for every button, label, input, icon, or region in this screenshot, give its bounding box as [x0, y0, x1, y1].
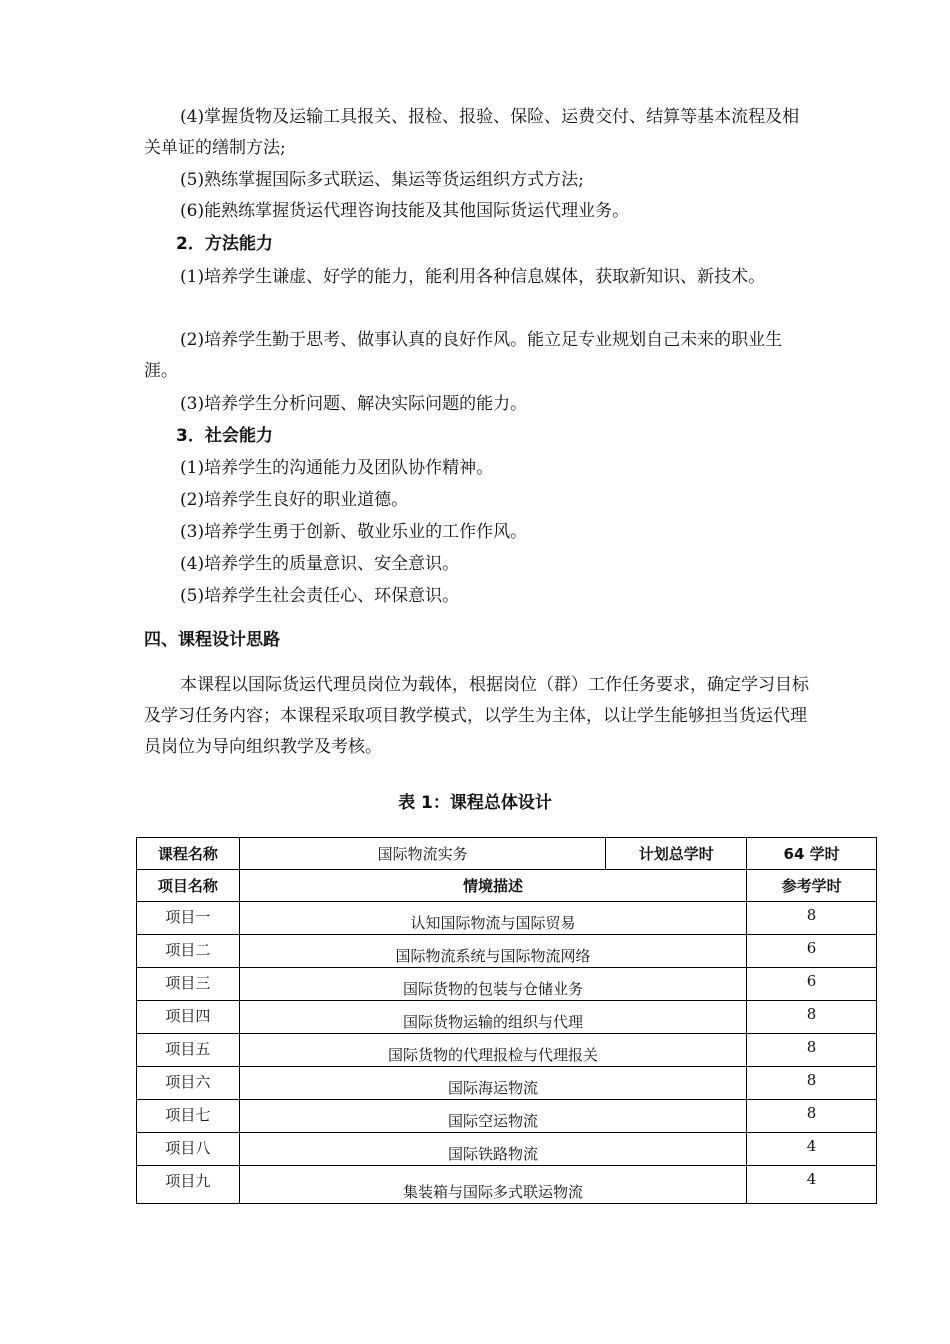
project-hours: 8	[747, 1067, 877, 1100]
course-design-text: 本课程以国际货运代理员岗位为载体，根据岗位（群）工作任务要求，确定学习目标及学习任务内容；本课程采取项目教学模式，以学生为主体，以让学生能够担当货运代理员岗位为导向组织教学及考核。	[144, 675, 809, 757]
project-description: 国际货物的包装与仓储业务	[239, 968, 746, 1001]
project-hours: 4	[747, 1166, 877, 1204]
table-row	[137, 838, 877, 870]
project-description: 国际货物的代理报检与代理报关	[239, 1034, 746, 1067]
course-design-table	[136, 837, 877, 1204]
social-1: (1)培养学生的沟通能力及团队协作精神。	[180, 458, 494, 478]
project-hours: 8	[747, 1001, 877, 1034]
project-description: 国际铁路物流	[239, 1133, 746, 1166]
project-name: 项目七	[137, 1100, 240, 1133]
project-description: 国际货物运输的组织与代理	[239, 1001, 746, 1034]
method-1: (1)培养学生谦虚、好学的能力，能利用各种信息媒体，获取新知识、新技术。	[180, 267, 766, 287]
heading-method-ability: 2．方法能力	[176, 234, 273, 254]
table-row	[137, 902, 877, 935]
course-name-label: 课程名称	[137, 838, 240, 870]
project-description: 国际空运物流	[239, 1100, 746, 1133]
project-name: 项目二	[137, 935, 240, 968]
table-row	[137, 1100, 877, 1133]
table-row	[137, 1034, 877, 1067]
project-description: 国际海运物流	[239, 1067, 746, 1100]
course-name-value: 国际物流实务	[239, 838, 605, 870]
objective-4: (4)掌握货物及运输工具报关、报检、报验、保险、运费交付、结算等基本流程及相关单证的缮制方法;	[144, 107, 800, 158]
project-name: 项目六	[137, 1067, 240, 1100]
column-header-description: 情境描述	[239, 870, 746, 902]
project-name: 项目五	[137, 1034, 240, 1067]
table-row	[137, 935, 877, 968]
social-5: (5)培养学生社会责任心、环保意识。	[180, 586, 460, 606]
social-2: (2)培养学生良好的职业道德。	[180, 490, 409, 510]
project-name: 项目一	[137, 902, 240, 935]
project-description: 集装箱与国际多式联运物流	[239, 1166, 746, 1204]
table-row	[137, 1133, 877, 1166]
table-row	[137, 1067, 877, 1100]
heading-social-ability: 3．社会能力	[176, 426, 273, 446]
table-row	[137, 870, 877, 902]
table-caption: 表 1：课程总体设计	[398, 793, 552, 813]
project-hours: 6	[747, 935, 877, 968]
project-hours: 6	[747, 968, 877, 1001]
column-header-hours: 参考学时	[747, 870, 877, 902]
method-2: (2)培养学生勤于思考、做事认真的良好作风。能立足专业规划自己未来的职业生涯。	[144, 330, 783, 381]
project-hours: 8	[747, 1100, 877, 1133]
project-name: 项目三	[137, 968, 240, 1001]
project-name: 项目四	[137, 1001, 240, 1034]
social-3: (3)培养学生勇于创新、敬业乐业的工作作风。	[180, 522, 528, 542]
project-name: 项目九	[137, 1166, 240, 1204]
project-hours: 8	[747, 1034, 877, 1067]
objective-5: (5)熟练掌握国际多式联运、集运等货运组织方式方法;	[180, 170, 584, 190]
objective-6: (6)能熟练掌握货运代理咨询技能及其他国际货运代理业务。	[180, 201, 630, 221]
total-hours-value: 64 学时	[747, 838, 877, 870]
project-hours: 8	[747, 902, 877, 935]
table-row	[137, 1001, 877, 1034]
heading-course-design: 四、课程设计思路	[144, 630, 280, 650]
project-name: 项目八	[137, 1133, 240, 1166]
project-hours: 4	[747, 1133, 877, 1166]
column-header-project: 项目名称	[137, 870, 240, 902]
social-4: (4)培养学生的质量意识、安全意识。	[180, 554, 460, 574]
total-hours-label: 计划总学时	[606, 838, 747, 870]
method-3: (3)培养学生分析问题、解决实际问题的能力。	[180, 394, 528, 414]
project-description: 认知国际物流与国际贸易	[239, 902, 746, 935]
table-row	[137, 1166, 877, 1204]
project-description: 国际物流系统与国际物流网络	[239, 935, 746, 968]
table-row	[137, 968, 877, 1001]
